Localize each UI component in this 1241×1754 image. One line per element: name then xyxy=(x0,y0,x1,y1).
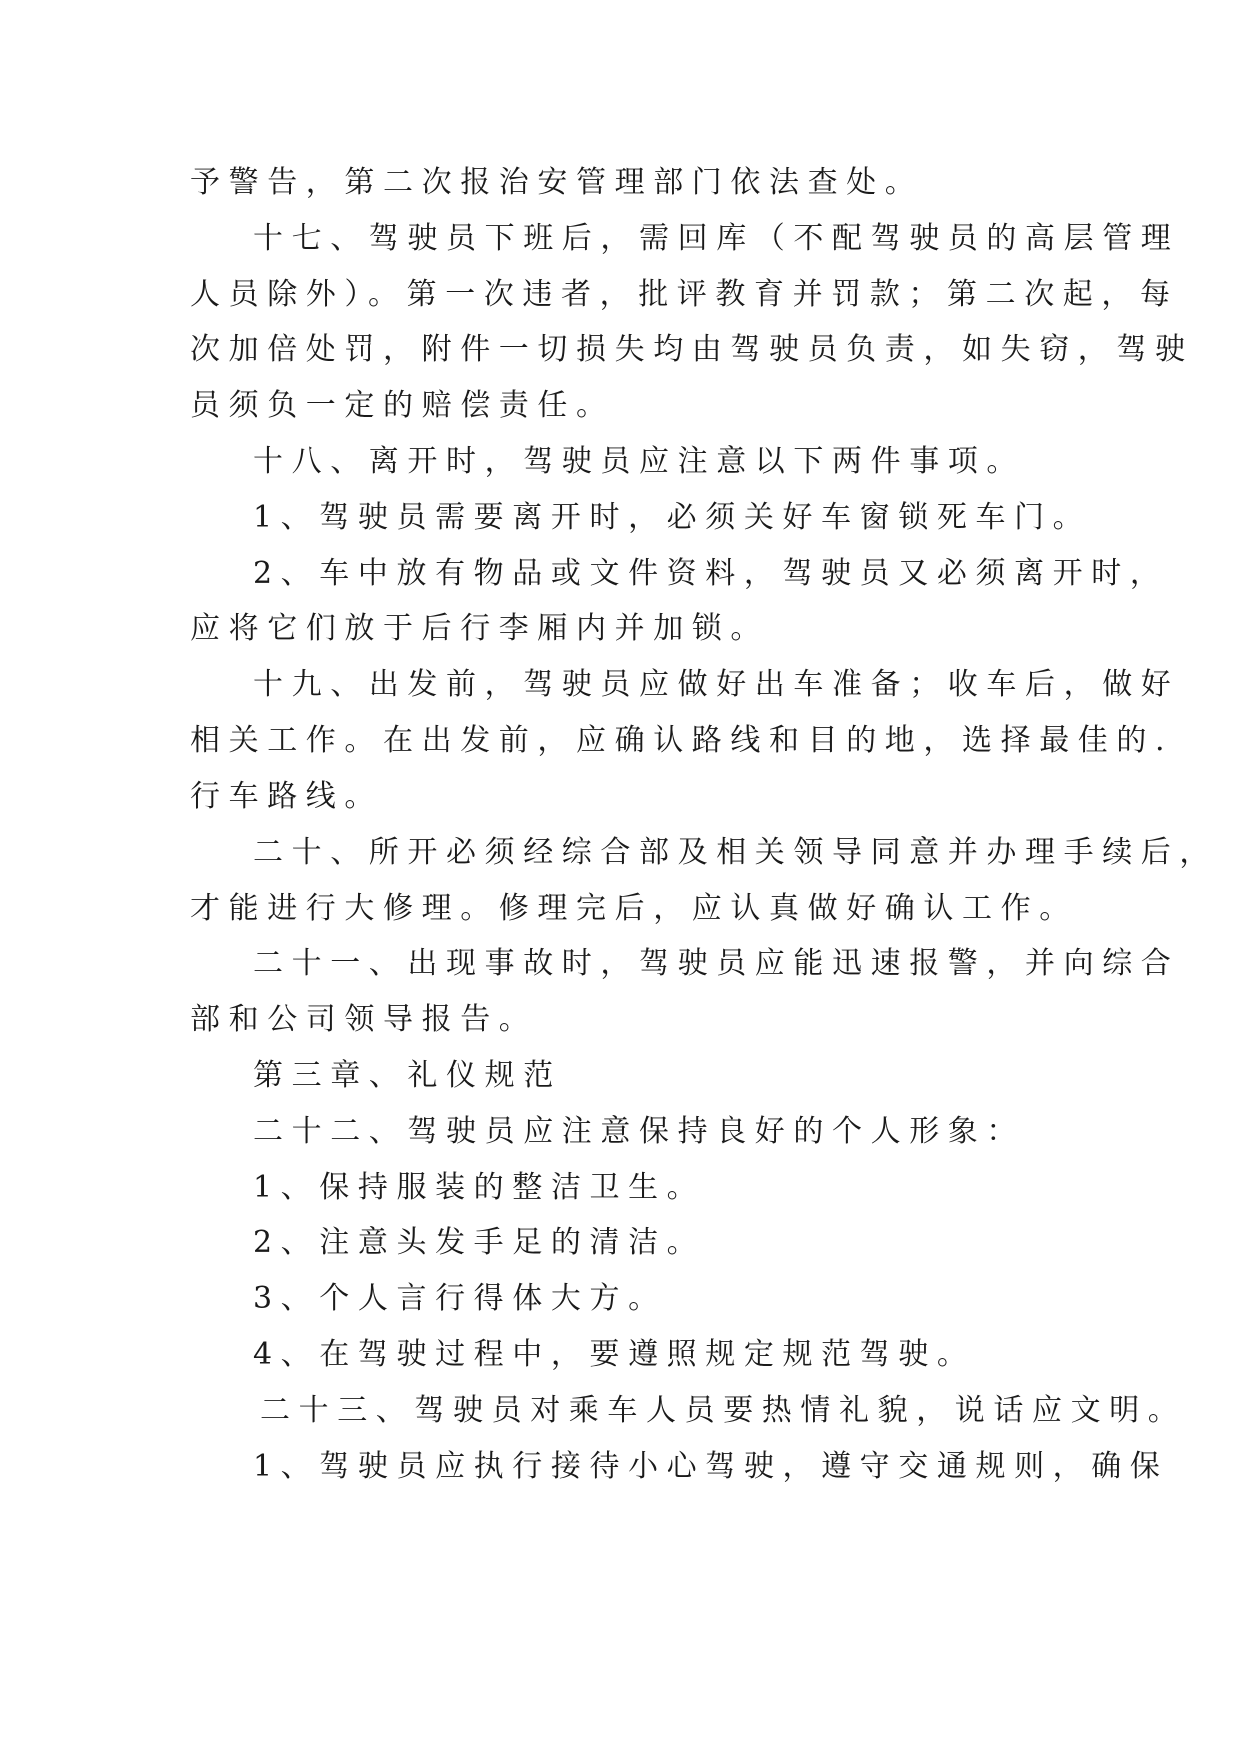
text-line: 2、注意头发手足的清洁。 xyxy=(253,1225,706,1260)
text-line: 1、保持服装的整洁卫生。 xyxy=(253,1170,706,1205)
text-line: 才能进行大修理。修理完后，应认真做好确认工作。 xyxy=(190,891,1078,926)
chapter-heading: 第三章、礼仪规范 xyxy=(253,1058,562,1093)
text-line: 十七、驾驶员下班后，需回库（不配驾驶员的高层管理 xyxy=(253,221,1180,256)
text-line: 二十、所开必须经综合部及相关领导同意并办理手续后， xyxy=(253,835,1218,870)
text-line: 二十三、驾驶员对乘车人员要热情礼貌，说话应文明。 xyxy=(260,1393,1187,1428)
text-line: 1、驾驶员应执行接待小心驾驶，遵守交通规则，确保 xyxy=(253,1449,1169,1484)
text-line: 行车路线。 xyxy=(190,779,383,814)
text-line: 十八、离开时，驾驶员应注意以下两件事项。 xyxy=(253,444,1025,479)
text-line: 3、个人言行得体大方。 xyxy=(253,1281,667,1316)
text-line: 二十一、出现事故时，驾驶员应能迅速报警，并向综合 xyxy=(253,946,1180,981)
text-line: 1、驾驶员需要离开时，必须关好车窗锁死车门。 xyxy=(253,500,1092,535)
text-line: 员须负一定的赔偿责任。 xyxy=(190,388,615,423)
text-line: 二十二、驾驶员应注意保持良好的个人形象： xyxy=(253,1114,1025,1149)
text-line: 次加倍处罚，附件一切损失均由驾驶员负责，如失窃，驾驶 xyxy=(190,332,1194,367)
text-line: 人员除外）。第一次违者，批评教育并罚款；第二次起，每 xyxy=(190,277,1179,312)
text-line: 应将它们放于后行李厢内并加锁。 xyxy=(190,611,769,646)
text-line: 2、车中放有物品或文件资料，驾驶员又必须离开时， xyxy=(253,556,1169,591)
text-line: 十九、出发前，驾驶员应做好出车准备；收车后，做好 xyxy=(253,667,1180,702)
text-line: 部和公司领导报告。 xyxy=(190,1002,538,1037)
text-line: 予警告，第二次报治安管理部门依法查处。 xyxy=(190,165,924,200)
text-line: 相关工作。在出发前，应确认路线和目的地，选择最佳的. xyxy=(190,723,1174,758)
text-line: 4、在驾驶过程中，要遵照规定规范驾驶。 xyxy=(253,1337,976,1372)
